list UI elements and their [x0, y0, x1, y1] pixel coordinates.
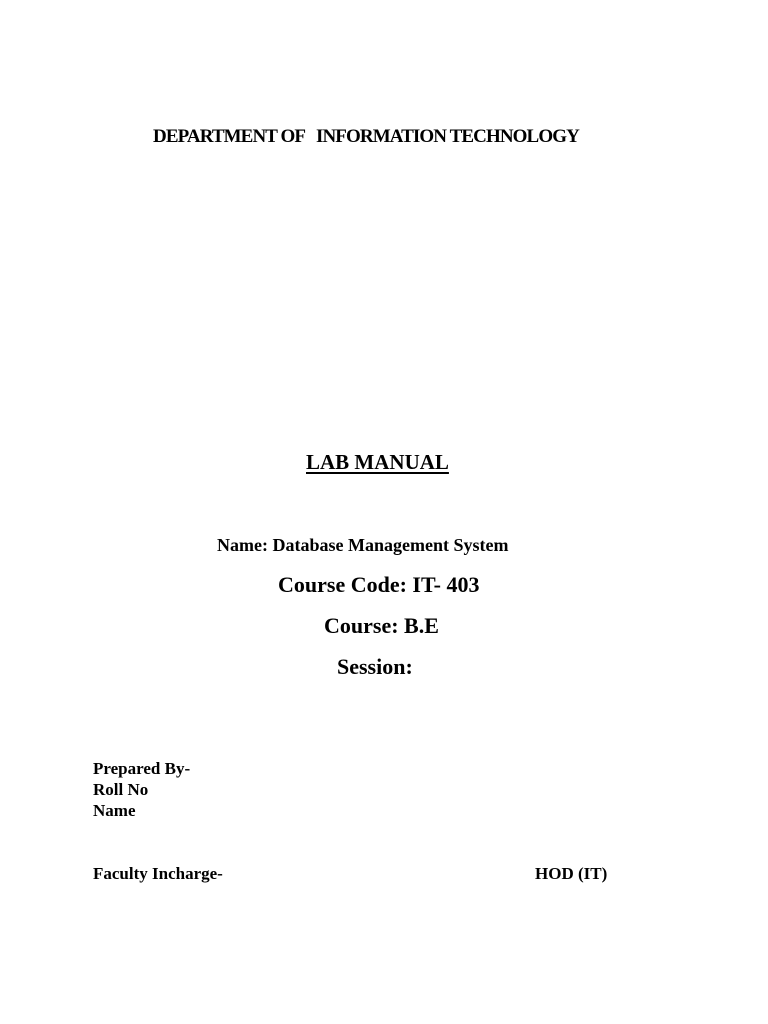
course-code: Course Code: IT- 403: [278, 572, 480, 597]
lab-manual-title: LAB MANUAL: [306, 450, 449, 474]
department-heading: DEPARTMENT OF INFORMATION TECHNOLOGY: [153, 126, 579, 147]
faculty-incharge-label: Faculty Incharge-: [93, 864, 223, 883]
subject-name: Name: Database Management System: [217, 535, 509, 555]
hod-label: HOD (IT): [535, 864, 608, 883]
prepared-by-label: Prepared By-: [93, 759, 191, 778]
roll-no-label: Roll No: [93, 780, 149, 799]
name-label: Name: [93, 801, 136, 820]
session-label: Session:: [337, 654, 413, 679]
course-name: Course: B.E: [324, 613, 439, 638]
